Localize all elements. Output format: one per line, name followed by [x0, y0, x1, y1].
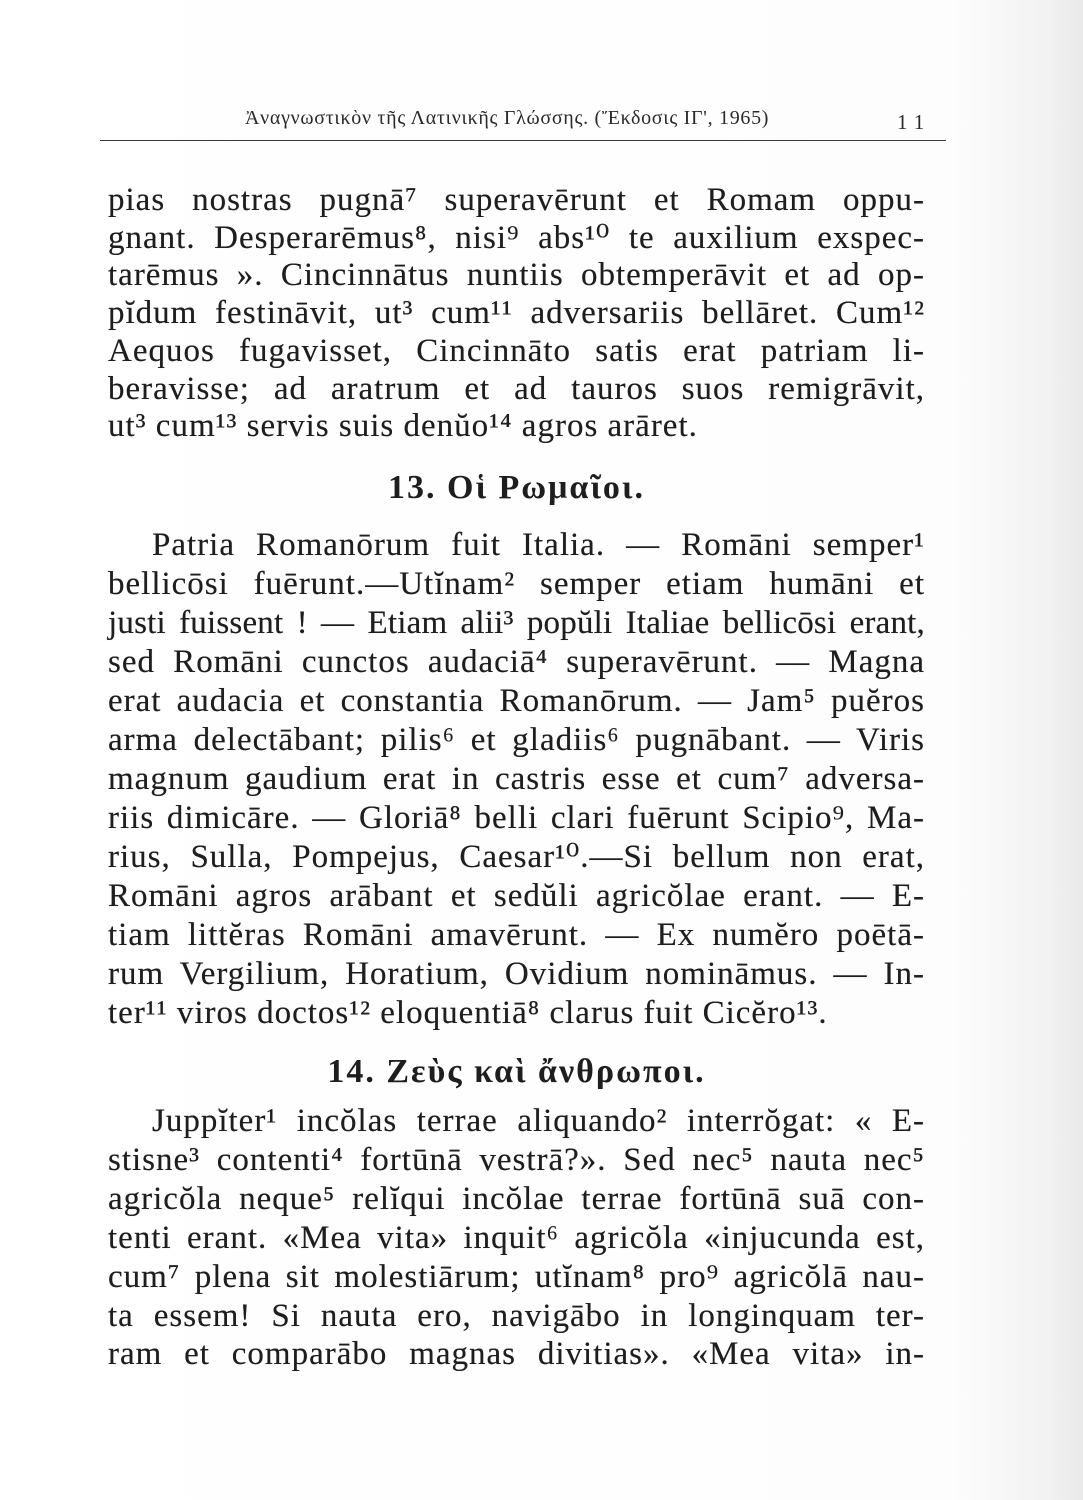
text-line: Romāni agros arābant et sedŭli agricŏlae erant. — E- — [108, 878, 925, 914]
header-rule — [100, 140, 946, 141]
text-line: justi fuissent ! — Etiam alii³ popŭli Italiae bellicōsi erant, — [108, 605, 925, 641]
text-line: arma delectābant; pilis⁶ et gladiis⁶ pugnābant. — Viris — [108, 722, 925, 758]
text-line: pĭdum festināvit, ut³ cum¹¹ adversariis bellāret. Cum¹² — [108, 295, 925, 332]
text-line: erat audacia et constantia Romanōrum. — Jam⁵ puĕros — [108, 683, 925, 719]
text-line: riis dimicāre. — Gloriā⁸ belli clari fuērunt Scipio⁹, Ma- — [108, 800, 925, 836]
text-line: ta essem! Si nauta ero, navigābo in longinquam ter- — [108, 1297, 925, 1334]
text-line: sed Romāni cunctos audaciā⁴ superavērunt. — Magna — [108, 644, 925, 680]
text-line: tenti erant. «Mea vita» inquit⁶ agricŏla «injucunda est, — [108, 1219, 925, 1256]
text-line: magnum gaudium erat in castris esse et cum⁷ adversa- — [108, 761, 925, 797]
text-line: tarēmus ». Cincinnātus nuntiis obtemperāvit et ad op- — [108, 257, 925, 294]
text-line: ter¹¹ viros doctos¹² eloquentiā⁸ clarus fuit Cicĕro¹³. — [108, 995, 828, 1031]
text-line: cum⁷ plena sit molestiārum; utĭnam⁸ pro⁹ agricŏlā nau- — [108, 1258, 925, 1295]
paragraph-section-14 — [108, 1102, 925, 1374]
text-line: agricŏla neque⁵ relĭqui incŏlae terrae fortūnā suā con- — [108, 1180, 925, 1217]
text-line: Aequos fugavisset, Cincinnāto satis erat patriam li- — [108, 332, 925, 369]
text-line: rum Vergilium, Horatium, Ovidium nomināmus. — In- — [108, 956, 925, 992]
text-line: Patria Romanōrum fuit Italia. — Romāni semper¹ — [152, 527, 925, 563]
paragraph-continued — [108, 182, 925, 446]
text-line: ram et comparābo magnas divitias». «Mea vita» in- — [108, 1336, 925, 1373]
text-line: gnant. Desperarēmus⁸, nisi⁹ abs¹⁰ te auxilium exspec- — [108, 219, 925, 256]
text-line: stisne³ contenti⁴ fortūnā vestrā?». Sed nec⁵ nauta nec⁵ — [108, 1141, 925, 1178]
text-line: Juppĭter¹ incŏlas terrae aliquando² interrŏgat: « E- — [152, 1103, 925, 1139]
text-line: rius, Sulla, Pompejus, Caesar¹⁰.—Si bellum non erat, — [108, 839, 925, 875]
text-line: bellicōsi fuērunt.—Utĭnam² semper etiam humāni et — [108, 566, 925, 602]
paragraph-section-13 — [108, 526, 925, 1033]
text-line: tiam littĕras Romāni amavērunt. — Ex numĕro poētā- — [108, 917, 925, 953]
text-line: pias nostras pugnā⁷ superavērunt et Romam oppu- — [108, 182, 925, 218]
text-line: ut³ cum¹³ servis suis denŭo¹⁴ agros arāret. — [108, 408, 698, 445]
section-heading: 13. Οἱ Ρωμαῖοι. — [388, 469, 645, 506]
section-heading: 14. Ζεὺς καὶ ἄνθρωποι. — [327, 1053, 706, 1090]
running-header-title: Ἀναγνωστικὸν τῆς Λατινικῆς Γλώσσης. (Ἔκδοσις ΙΓ', 1965) — [245, 107, 770, 129]
text-line: beravisse; ad aratrum et ad tauros suos remigrāvit, — [108, 370, 925, 407]
page-number: 11 — [897, 110, 932, 134]
